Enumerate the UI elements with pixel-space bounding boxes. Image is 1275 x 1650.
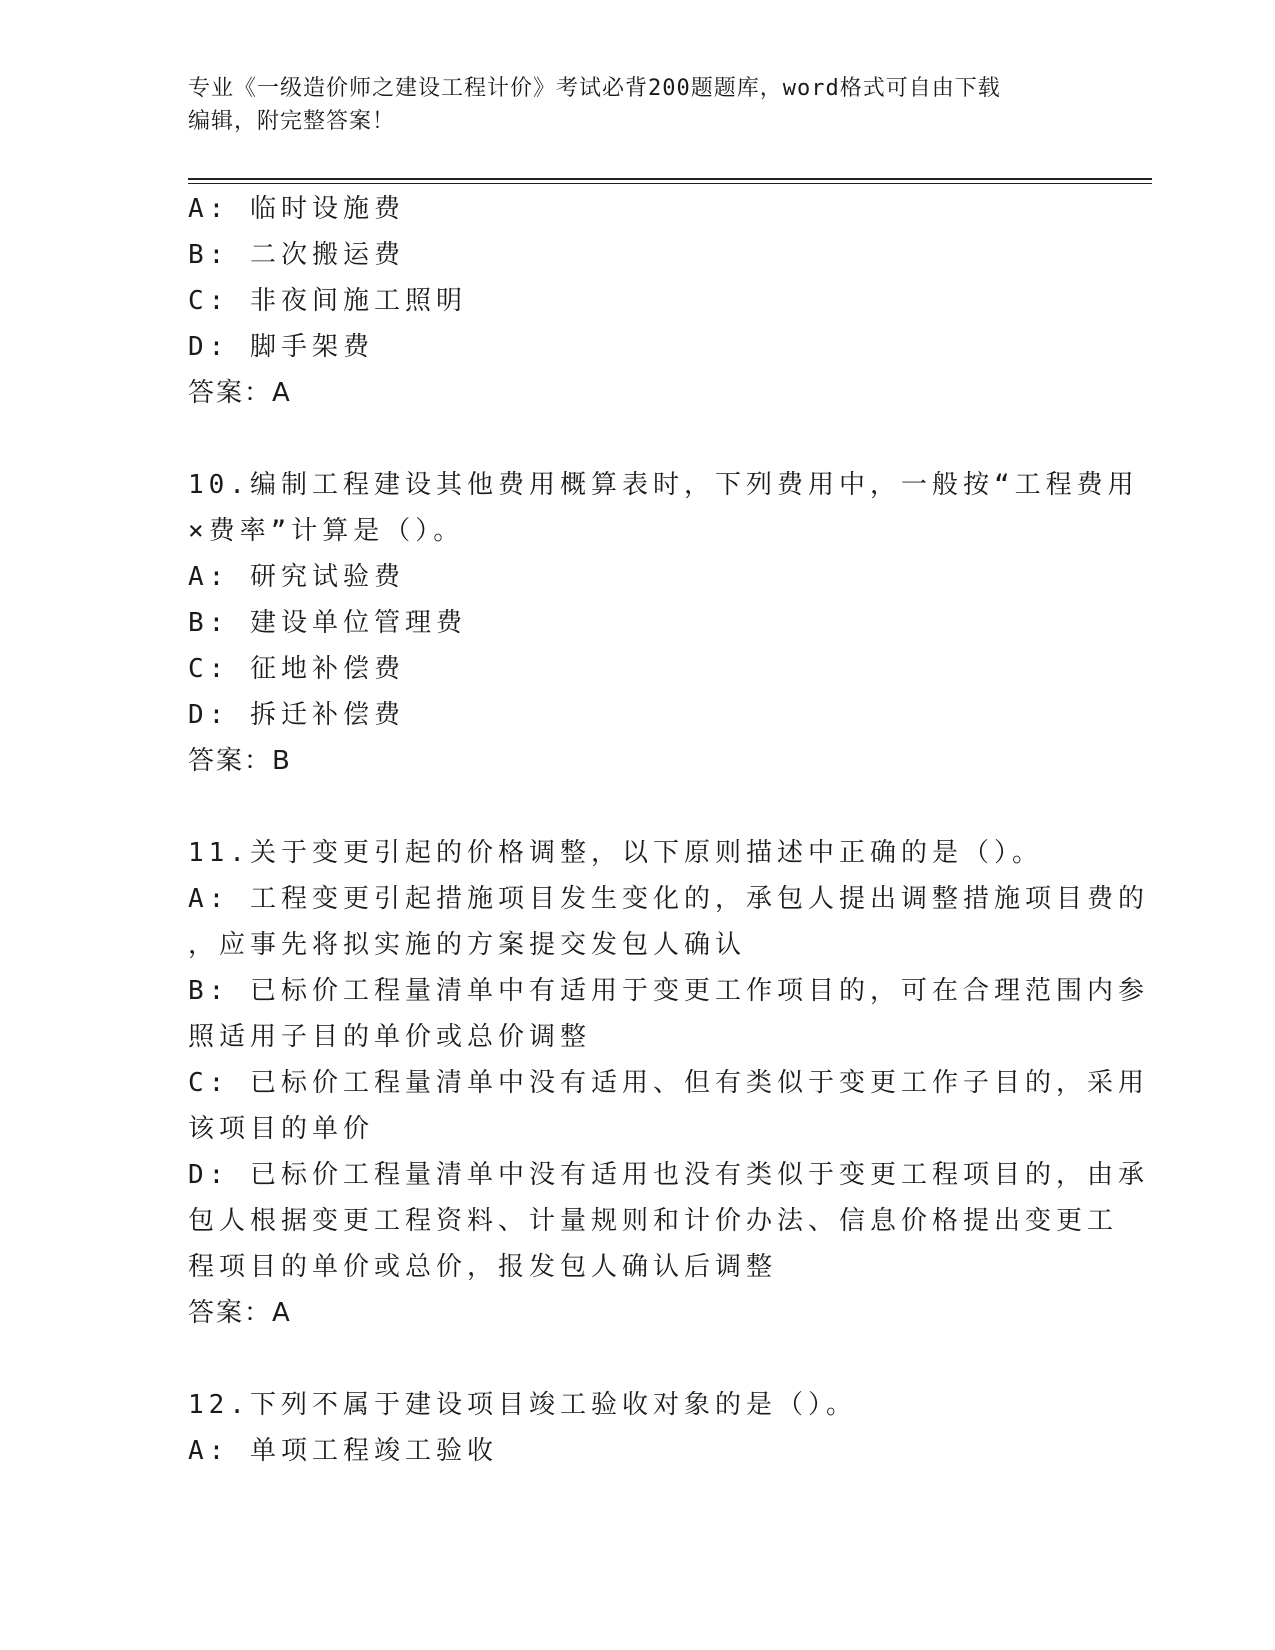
option-d-continued: 包人根据变更工程资料、计量规则和计价办法、信息价格提出变更工 xyxy=(188,1206,1119,1236)
option-c-continued: 该项目的单价 xyxy=(188,1114,375,1144)
answer-label: 答案：B xyxy=(188,746,292,776)
header-line-2: 编辑，附完整答案！ xyxy=(188,109,396,134)
header-divider-thick xyxy=(188,178,1152,180)
question-stem: 10.编制工程建设其他费用概算表时，下列费用中，一般按“工程费用 xyxy=(188,470,1139,500)
option-c: C: 征地补偿费 xyxy=(188,654,405,684)
option-c: C: 已标价工程量清单中没有适用、但有类似于变更工作子目的，采用 xyxy=(188,1068,1149,1098)
document-header xyxy=(188,72,1088,138)
option-b-continued: 照适用子目的单价或总价调整 xyxy=(188,1022,592,1052)
question-content xyxy=(188,186,1149,1474)
question-11 xyxy=(188,830,1149,1336)
answer-label: 答案：A xyxy=(188,1298,292,1328)
option-a: A: 临时设施费 xyxy=(188,194,405,224)
option-a-continued: ，应事先将拟实施的方案提交发包人确认 xyxy=(188,930,747,960)
question-12 xyxy=(188,1382,1088,1474)
question-10 xyxy=(188,462,1139,784)
option-c: C: 非夜间施工照明 xyxy=(188,286,467,316)
answer-label: 答案：A xyxy=(188,378,292,408)
option-b: B: 建设单位管理费 xyxy=(188,608,467,638)
option-a: A: 单项工程竣工验收 xyxy=(188,1436,498,1466)
option-a: A: 工程变更引起措施项目发生变化的，承包人提出调整措施项目费的 xyxy=(188,884,1149,914)
option-d: D: 已标价工程量清单中没有适用也没有类似于变更工程项目的，由承 xyxy=(188,1160,1149,1190)
header-line-1: 专业《一级造价师之建设工程计价》考试必背200题题库，word格式可自由下载 xyxy=(188,76,1001,101)
spacer xyxy=(188,1336,1088,1382)
question-stem: 11.关于变更引起的价格调整，以下原则描述中正确的是（）。 xyxy=(188,838,1043,868)
option-d: D: 脚手架费 xyxy=(188,332,374,362)
header-divider-thin xyxy=(188,183,1152,184)
question-9-options xyxy=(188,186,1088,416)
option-d: D: 拆迁补偿费 xyxy=(188,700,405,730)
spacer xyxy=(188,784,1088,830)
option-b: B: 二次搬运费 xyxy=(188,240,405,270)
option-b: B: 已标价工程量清单中有适用于变更工作项目的，可在合理范围内参 xyxy=(188,976,1149,1006)
option-a: A: 研究试验费 xyxy=(188,562,405,592)
question-stem: 12.下列不属于建设项目竣工验收对象的是（）。 xyxy=(188,1390,857,1420)
question-stem-continued: ×费率”计算是（）。 xyxy=(188,516,465,546)
spacer xyxy=(188,416,1088,462)
option-d-continued: 程项目的单价或总价，报发包人确认后调整 xyxy=(188,1252,778,1282)
